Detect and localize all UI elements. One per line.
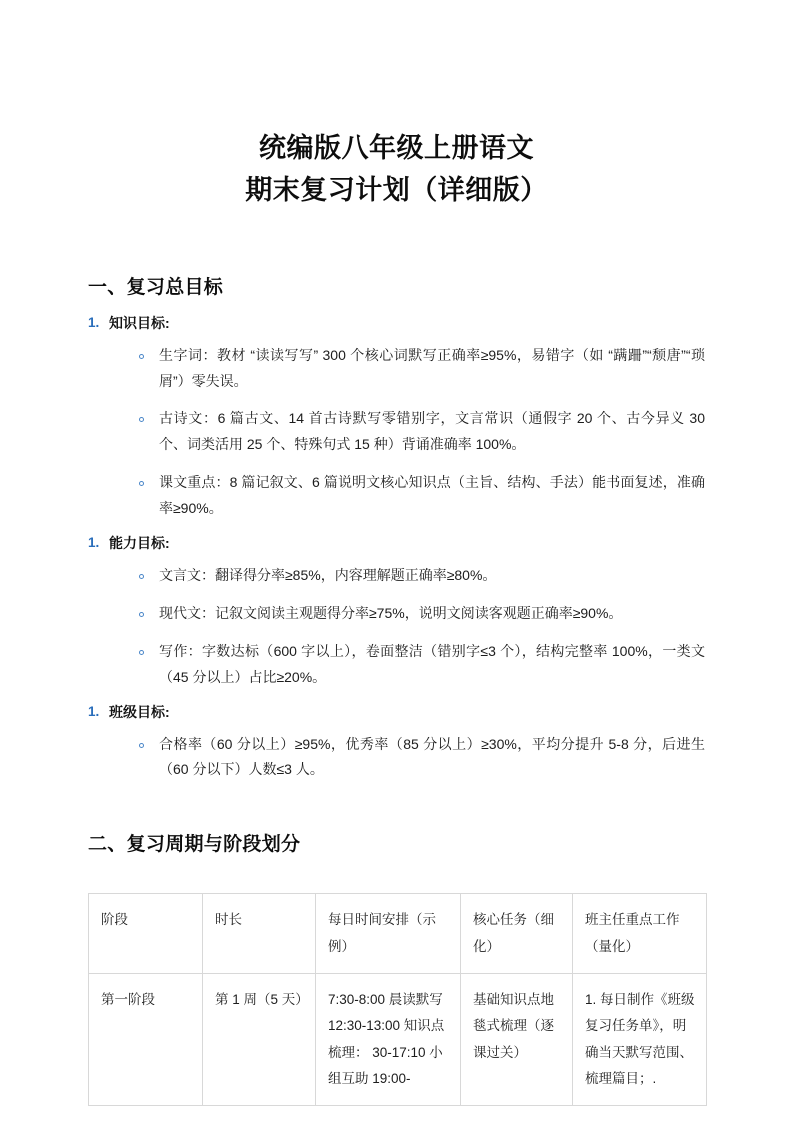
bullet-circle-icon <box>139 354 144 359</box>
title-line-1: 统编版八年级上册语文 <box>259 133 534 163</box>
list-marker: 1. <box>88 703 100 719</box>
list-item-text: 合格率（60 分以上）≥95%，优秀率（85 分以上）≥30%，平均分提升 5-8 分，后进生（60 分以下）人数≤3 人。 <box>159 735 705 778</box>
section-heading-1: 一、复习总目标 <box>88 276 224 298</box>
list-item-text: 古诗文：6 篇古文、14 首古诗默写零错别字，文言常识（通假字 20 个、古今异义 30 个、词类活用 25 个、特殊句式 15 种）背诵准确率 100%。 <box>159 410 705 453</box>
table-cell-duration: 第 1 周（5 天） <box>203 974 316 1106</box>
table-header-cell: 阶段 <box>89 894 203 974</box>
schedule-table-wrap <box>88 893 705 1106</box>
bullet-circle-icon <box>139 650 144 655</box>
list-item <box>109 639 705 691</box>
bullet-circle-icon <box>139 481 144 486</box>
table-header-cell: 核心任务（细化） <box>461 894 573 974</box>
goal-sublist-ability <box>109 563 705 691</box>
table-cell-schedule: 7:30-8:00 晨读默写 12:30-13:00 知识点梳理： 30-17:10 小组互助 19:00- <box>316 974 461 1106</box>
goal-group-label: 班级目标: <box>109 703 170 720</box>
list-item-text: 写作：字数达标（600 字以上），卷面整洁（错别字≤3 个），结构完整率 100%，一类文（45 分以上）占比≥20%。 <box>159 642 705 685</box>
list-item <box>109 563 705 589</box>
table-header-cell: 每日时间安排（示例） <box>316 894 461 974</box>
bullet-circle-icon <box>139 612 144 617</box>
list-marker: 1. <box>88 314 100 330</box>
list-item-text: 文言文：翻译得分率≥85%，内容理解题正确率≥80%。 <box>159 567 497 584</box>
goal-group-knowledge <box>88 313 705 522</box>
table-row <box>89 974 707 1106</box>
bullet-circle-icon <box>139 574 144 579</box>
list-item-text: 生字词：教材 “读读写写” 300 个核心词默写正确率≥95%，易错字（如 “蹒跚”“颓唐”“琐屑”）零失误。 <box>159 346 705 389</box>
table-header-row <box>89 894 707 974</box>
schedule-table <box>88 893 707 1106</box>
goal-group-class <box>88 702 705 784</box>
table-header-cell: 班主任重点工作（量化） <box>573 894 707 974</box>
section-heading-2: 二、复习周期与阶段划分 <box>88 834 301 856</box>
list-item-text: 现代文：记叙文阅读主观题得分率≥75%，说明文阅读客观题正确率≥90%。 <box>159 604 623 621</box>
list-item <box>109 732 705 784</box>
list-marker: 1. <box>88 535 100 551</box>
list-item <box>109 406 705 458</box>
goal-sublist-class <box>109 732 705 784</box>
goal-group-ability <box>88 533 705 691</box>
goal-sublist-knowledge <box>109 343 705 522</box>
title-line-2: 期末复习计划（详细版） <box>245 174 548 205</box>
table-cell-teacher-work: 1. 每日制作《班级复习任务单》，明确当天默写范围、梳理篇目；. <box>573 974 707 1106</box>
bullet-circle-icon <box>139 743 144 748</box>
goal-group-label: 知识目标: <box>109 314 170 331</box>
list-item <box>109 601 705 627</box>
list-item-text: 课文重点：8 篇记叙文、6 篇说明文核心知识点（主旨、结构、手法）能书面复述，准确率≥90%。 <box>159 474 705 517</box>
table-cell-core-task: 基础知识点地毯式梳理（逐课过关） <box>461 974 573 1106</box>
table-header-cell: 时长 <box>203 894 316 974</box>
goal-group-label: 能力目标: <box>109 535 170 552</box>
goals-list <box>88 313 705 784</box>
table-cell-stage: 第一阶段 <box>89 974 203 1106</box>
bullet-circle-icon <box>139 417 144 422</box>
page-title <box>88 128 705 212</box>
list-item <box>109 343 705 395</box>
list-item <box>109 470 705 522</box>
